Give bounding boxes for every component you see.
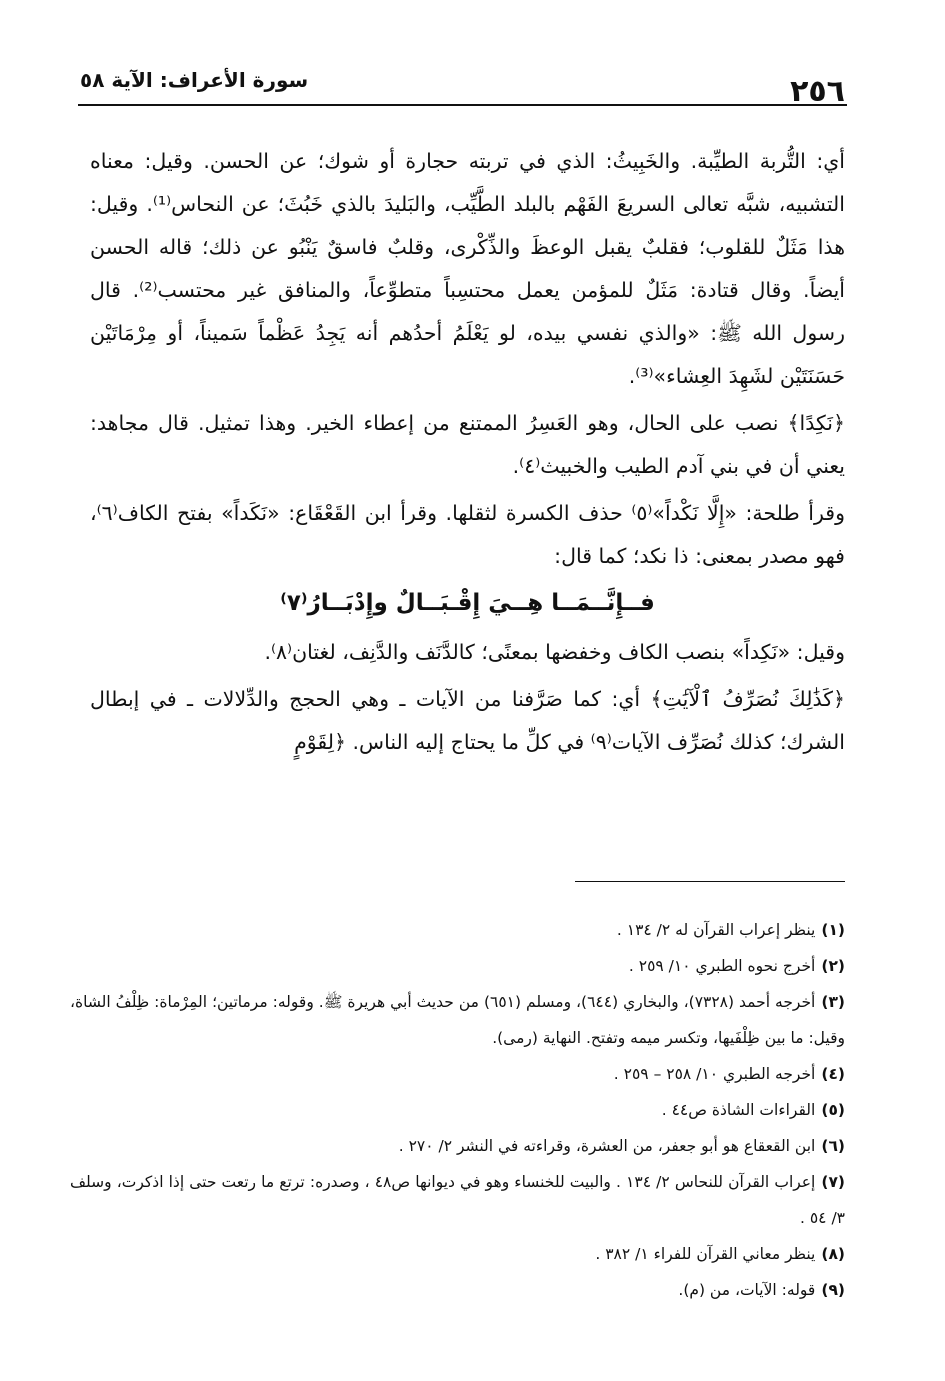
footnote-number: (٦)	[821, 1137, 845, 1155]
running-title: سورة الأعراف: الآية ٥٨	[80, 68, 309, 92]
paragraph: وقرأ طلحة: «إِلَّا نَكْداً»⁽٥⁾ حذف الكسرة لثقلها. وقرأ ابن القَعْقَاع: «نَكَداً» بفتح الكاف⁽٦⁾، فهو مصدر بمعنى: ذا نكد؛ كما قال:	[90, 501, 846, 568]
header-rule	[78, 104, 847, 106]
footnote-separator	[575, 881, 845, 882]
footnote-text: القراءات الشاذة ص٤٤ .	[661, 1101, 816, 1119]
footnote-text: إعراب القرآن للنحاس ٢/ ١٣٤ . والبيت للخنساء وهو في ديوانها ص٤٨ ، وصدره: ترتع ما رتعت حتى إذا اذكرت، وسلف ٣/ ٥٤ .	[70, 1173, 845, 1227]
footnote-text: ابن القعقاع هو أبو جعفر، من العشرة، وقراءته في النشر ٢/ ٢٧٠ .	[398, 1137, 816, 1155]
footnote-number: (٩)	[821, 1281, 845, 1299]
poetry-verse: فــإِنَّــمَــا هِــيَ إِقْـبَــالٌ وإِدْبَــارُ⁽٧⁾	[280, 590, 655, 616]
footnote-number: (٣)	[821, 993, 845, 1011]
footnote	[70, 948, 845, 984]
main-text	[90, 140, 845, 764]
paragraph: أي: التُّربة الطيِّبة. والخَبِيثُ: الذي في تربته حجارة أو شوك؛ عن الحسن. وقيل: معناه التشبيه، شبَّه تعالى السريعَ الفَهْم بالبلد الطَّيِّب، والبَليدَ بالذي خَبُثَ؛ عن النحاس⁽¹⁾. وقيل: هذا مَثَلٌ للقلوب؛ فقلبٌ يقبل الوعظَ والذِّكْرى، وقلبٌ فاسقٌ يَنْبُو عن ذلك؛ قاله الحسن أيضاً. وقال قتادة: مَثَلٌ للمؤمن يعمل محتسِباً متطوِّعاً، والمنافق غير محتسب⁽²⁾. قال رسول الله ﷺ: «والذي نفسي بيده، لو يَعْلَمُ أحدُهم أنه يَجِدُ عَظْماً سَميناً، أو مِرْمَاتَيْن حَسَنَتَيْن لشَهِدَ العِشاء»⁽³⁾.	[90, 149, 845, 388]
footnote	[70, 1272, 845, 1308]
paragraph: ﴿نَكِدًا﴾ نصب على الحال، وهو العَسِرُ الممتنع من إعطاء الخير. وهذا تمثيل. قال مجاهد: يعني أن في بني آدم الطيب والخبيث⁽٤⁾.	[90, 411, 845, 478]
footnote	[70, 1164, 845, 1236]
page-number: ٢٥٦	[790, 74, 845, 109]
footnote-number: (٤)	[821, 1065, 845, 1083]
footnote-text: أخرجه الطبري ١٠/ ٢٥٨ – ٢٥٩ .	[613, 1065, 816, 1083]
footnote	[70, 984, 845, 1056]
paragraph: ﴿كَذَٰلِكَ نُصَرِّفُ ٱلْآيَٰتِ﴾ أي: كما صَرَّفنا من الآيات ـ وهي الحجج والدِّلالات ـ في إبطال الشرك؛ كذلك نُصَرِّف الآيات⁽٩⁾ في كلِّ ما يحتاج إليه الناس. ﴿لِقَوْمٍ	[90, 687, 845, 754]
footnote-text: ينظر إعراب القرآن له ٢/ ١٣٤ .	[616, 921, 816, 939]
footnote-text: أخرجه أحمد (٧٣٢٨)، والبخاري (٦٤٤)، ومسلم (٦٥١) من حديث أبي هريرة ﷺ. وقوله: مرماتين؛ المِرْماة: ظِلْفُ الشاة، وقيل: ما بين ظِلْفَيها، وتكسر ميمه وتفتح. النهاية (رمى).	[70, 993, 845, 1047]
footnote	[70, 1236, 845, 1272]
paragraph: وقيل: «نَكِداً» بنصب الكاف وخفضها بمعنًى؛ كالدَّنَف والدَّنِف، لغتان⁽٨⁾.	[264, 640, 845, 664]
footnote	[70, 912, 845, 948]
footnote	[70, 1092, 845, 1128]
footnote-text: قوله: الآيات، من (م).	[678, 1281, 816, 1299]
footnote-number: (٨)	[821, 1245, 845, 1263]
footnote-text: ينظر معاني القرآن للفراء ١/ ٣٨٢ .	[595, 1245, 816, 1263]
footnote	[70, 1056, 845, 1092]
footnote-number: (٢)	[821, 957, 845, 975]
footnote-number: (١)	[821, 921, 845, 939]
footnote-number: (٥)	[821, 1101, 845, 1119]
page-header	[80, 62, 845, 109]
footnotes	[70, 912, 845, 1308]
footnote-text: أخرج نحوه الطبري ١٠/ ٢٥٩ .	[628, 957, 816, 975]
footnote	[70, 1128, 845, 1164]
footnote-number: (٧)	[821, 1173, 846, 1191]
